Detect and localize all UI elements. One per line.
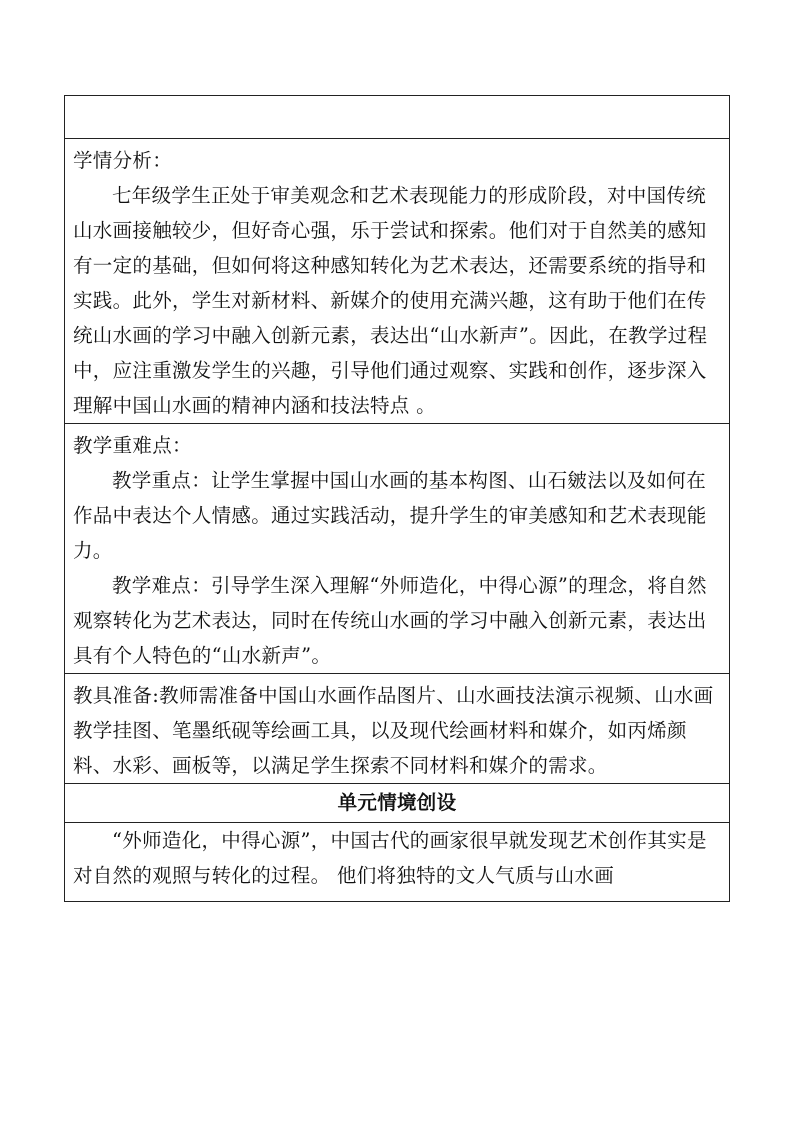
materials-row xyxy=(65,674,730,784)
materials-cell xyxy=(65,674,730,784)
scenario-body-row xyxy=(65,823,730,902)
scenario-title-row xyxy=(65,784,730,823)
empty-cell xyxy=(65,96,730,139)
scenario-cell xyxy=(65,823,730,902)
key-focus-text: 教学重点：让学生掌握中国山水画的基本构图、山石皴法以及如何在作品中表达个人情感。通过实践活动，提升学生的审美感知和艺术表现能力。 xyxy=(73,469,707,562)
analysis-cell xyxy=(65,139,730,424)
analysis-row xyxy=(65,139,730,424)
key-points-cell xyxy=(65,424,730,674)
scenario-body: “外师造化，中得心源”，中国古代的画家很早就发现艺术创作其实是对自然的观照与转化的过程。 他们将独特的文人气质与山水画 xyxy=(73,829,707,887)
lesson-plan-table xyxy=(64,95,730,902)
scenario-title: 单元情境创设 xyxy=(65,784,730,823)
scenario-clip xyxy=(73,823,721,901)
analysis-body: 七年级学生正处于审美观念和艺术表现能力的形成阶段，对中国传统山水画接触较少，但好奇心强，乐于尝试和探索。他们对于自然美的感知有一定的基础，但如何将这种感知转化为艺术表达，还需要系统的指导和实践。此外，学生对新材料、新媒介的使用充满兴趣，这有助于他们在传统山水画的学习中融入创新元素，表达出“山水新声”。因此，在教学过程中，应注重激发学生的兴趣，引导他们通过观察、实践和创作，逐步深入理解中国山水画的精神内涵和技法特点 。 xyxy=(73,184,708,417)
analysis-title: 学情分析： xyxy=(73,149,173,172)
materials-text: 教具准备:教师需准备中国山水画作品图片、山水画技法演示视频、山水画教学挂图、笔墨纸砚等绘画工具，以及现代绘画材料和媒介，如丙烯颜料、水彩、画板等，以满足学生探索不同材料和媒介的需求。 xyxy=(73,684,714,777)
key-points-row xyxy=(65,424,730,674)
key-difficulty-text: 教学难点：引导学生深入理解“外师造化，中得心源”的理念，将自然观察转化为艺术表达，同时在传统山水画的学习中融入创新元素，表达出具有个人特色的“山水新声”。 xyxy=(73,574,707,667)
empty-header-row xyxy=(65,96,730,139)
key-points-title: 教学重难点： xyxy=(73,434,192,457)
